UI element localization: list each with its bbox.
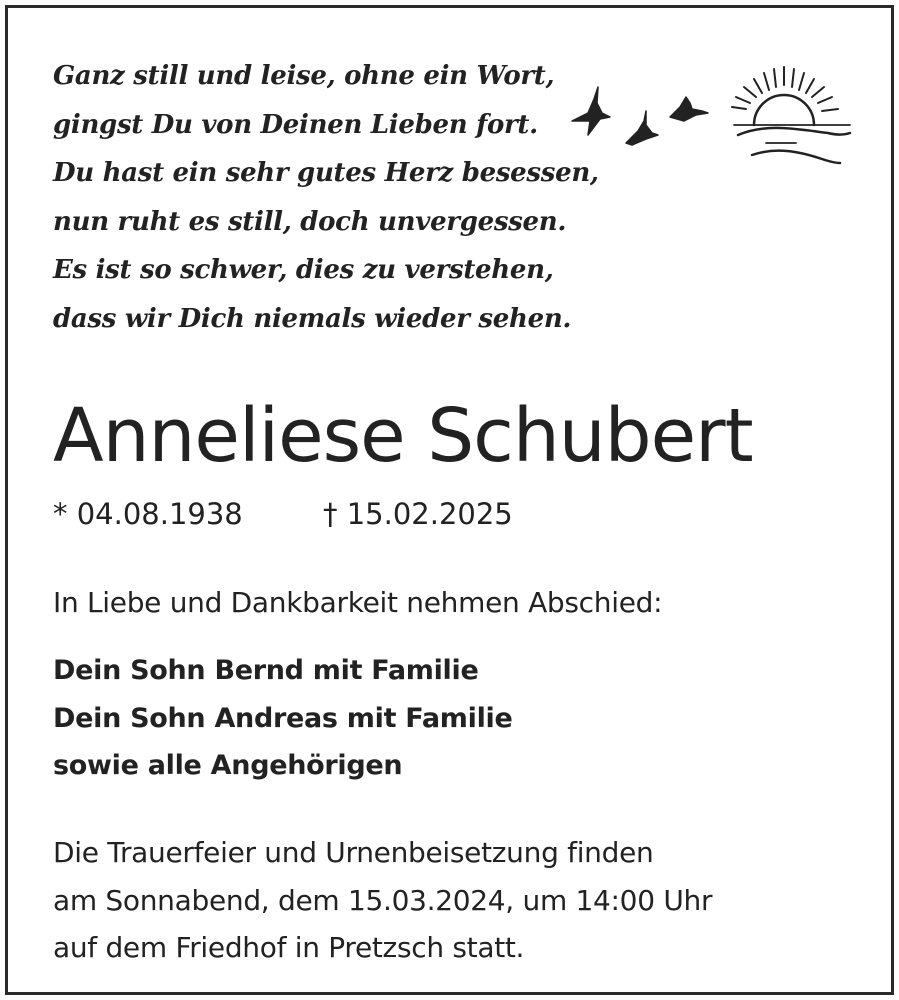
setting-sun-icon xyxy=(732,67,850,163)
mourner: Dein Sohn Andreas mit Familie xyxy=(53,702,513,734)
flying-birds-icon xyxy=(572,87,708,145)
poem-line: dass wir Dich niemals wieder sehen. xyxy=(53,303,572,334)
poem-line: Es ist so schwer, dies zu verstehen, xyxy=(53,255,554,285)
mourners-list xyxy=(53,647,513,790)
death-date: † 15.02.2025 xyxy=(323,497,513,531)
mourner: Dein Sohn Bernd mit Familie xyxy=(53,655,479,686)
mourner: sowie alle Angehörigen xyxy=(53,750,403,781)
ornament xyxy=(566,63,856,173)
farewell-intro: In Liebe und Dankbarkeit nehmen Abschied: xyxy=(53,586,663,619)
service-line: Die Trauerfeier und Urnenbeisetzung finden xyxy=(53,836,654,869)
life-dates xyxy=(53,494,513,534)
service-line: am Sonnabend, dem 15.03.2024, um 14:00 Uhr xyxy=(53,883,713,917)
poem xyxy=(53,52,599,343)
birth-date: * 04.08.1938 xyxy=(53,497,243,531)
obituary-frame xyxy=(5,5,894,995)
poem-line: Du hast ein sehr gutes Herz besessen, xyxy=(53,158,599,188)
service-line: auf dem Friedhof in Pretzsch statt. xyxy=(53,931,525,964)
service-info xyxy=(53,829,712,972)
deceased-name: Anneliese Schubert xyxy=(53,393,753,479)
poem-line: Ganz still und leise, ohne ein Wort, xyxy=(53,61,555,91)
poem-line: nun ruht es still, doch unvergessen. xyxy=(53,206,567,237)
poem-line: gingst Du von Deinen Lieben fort. xyxy=(53,109,538,140)
